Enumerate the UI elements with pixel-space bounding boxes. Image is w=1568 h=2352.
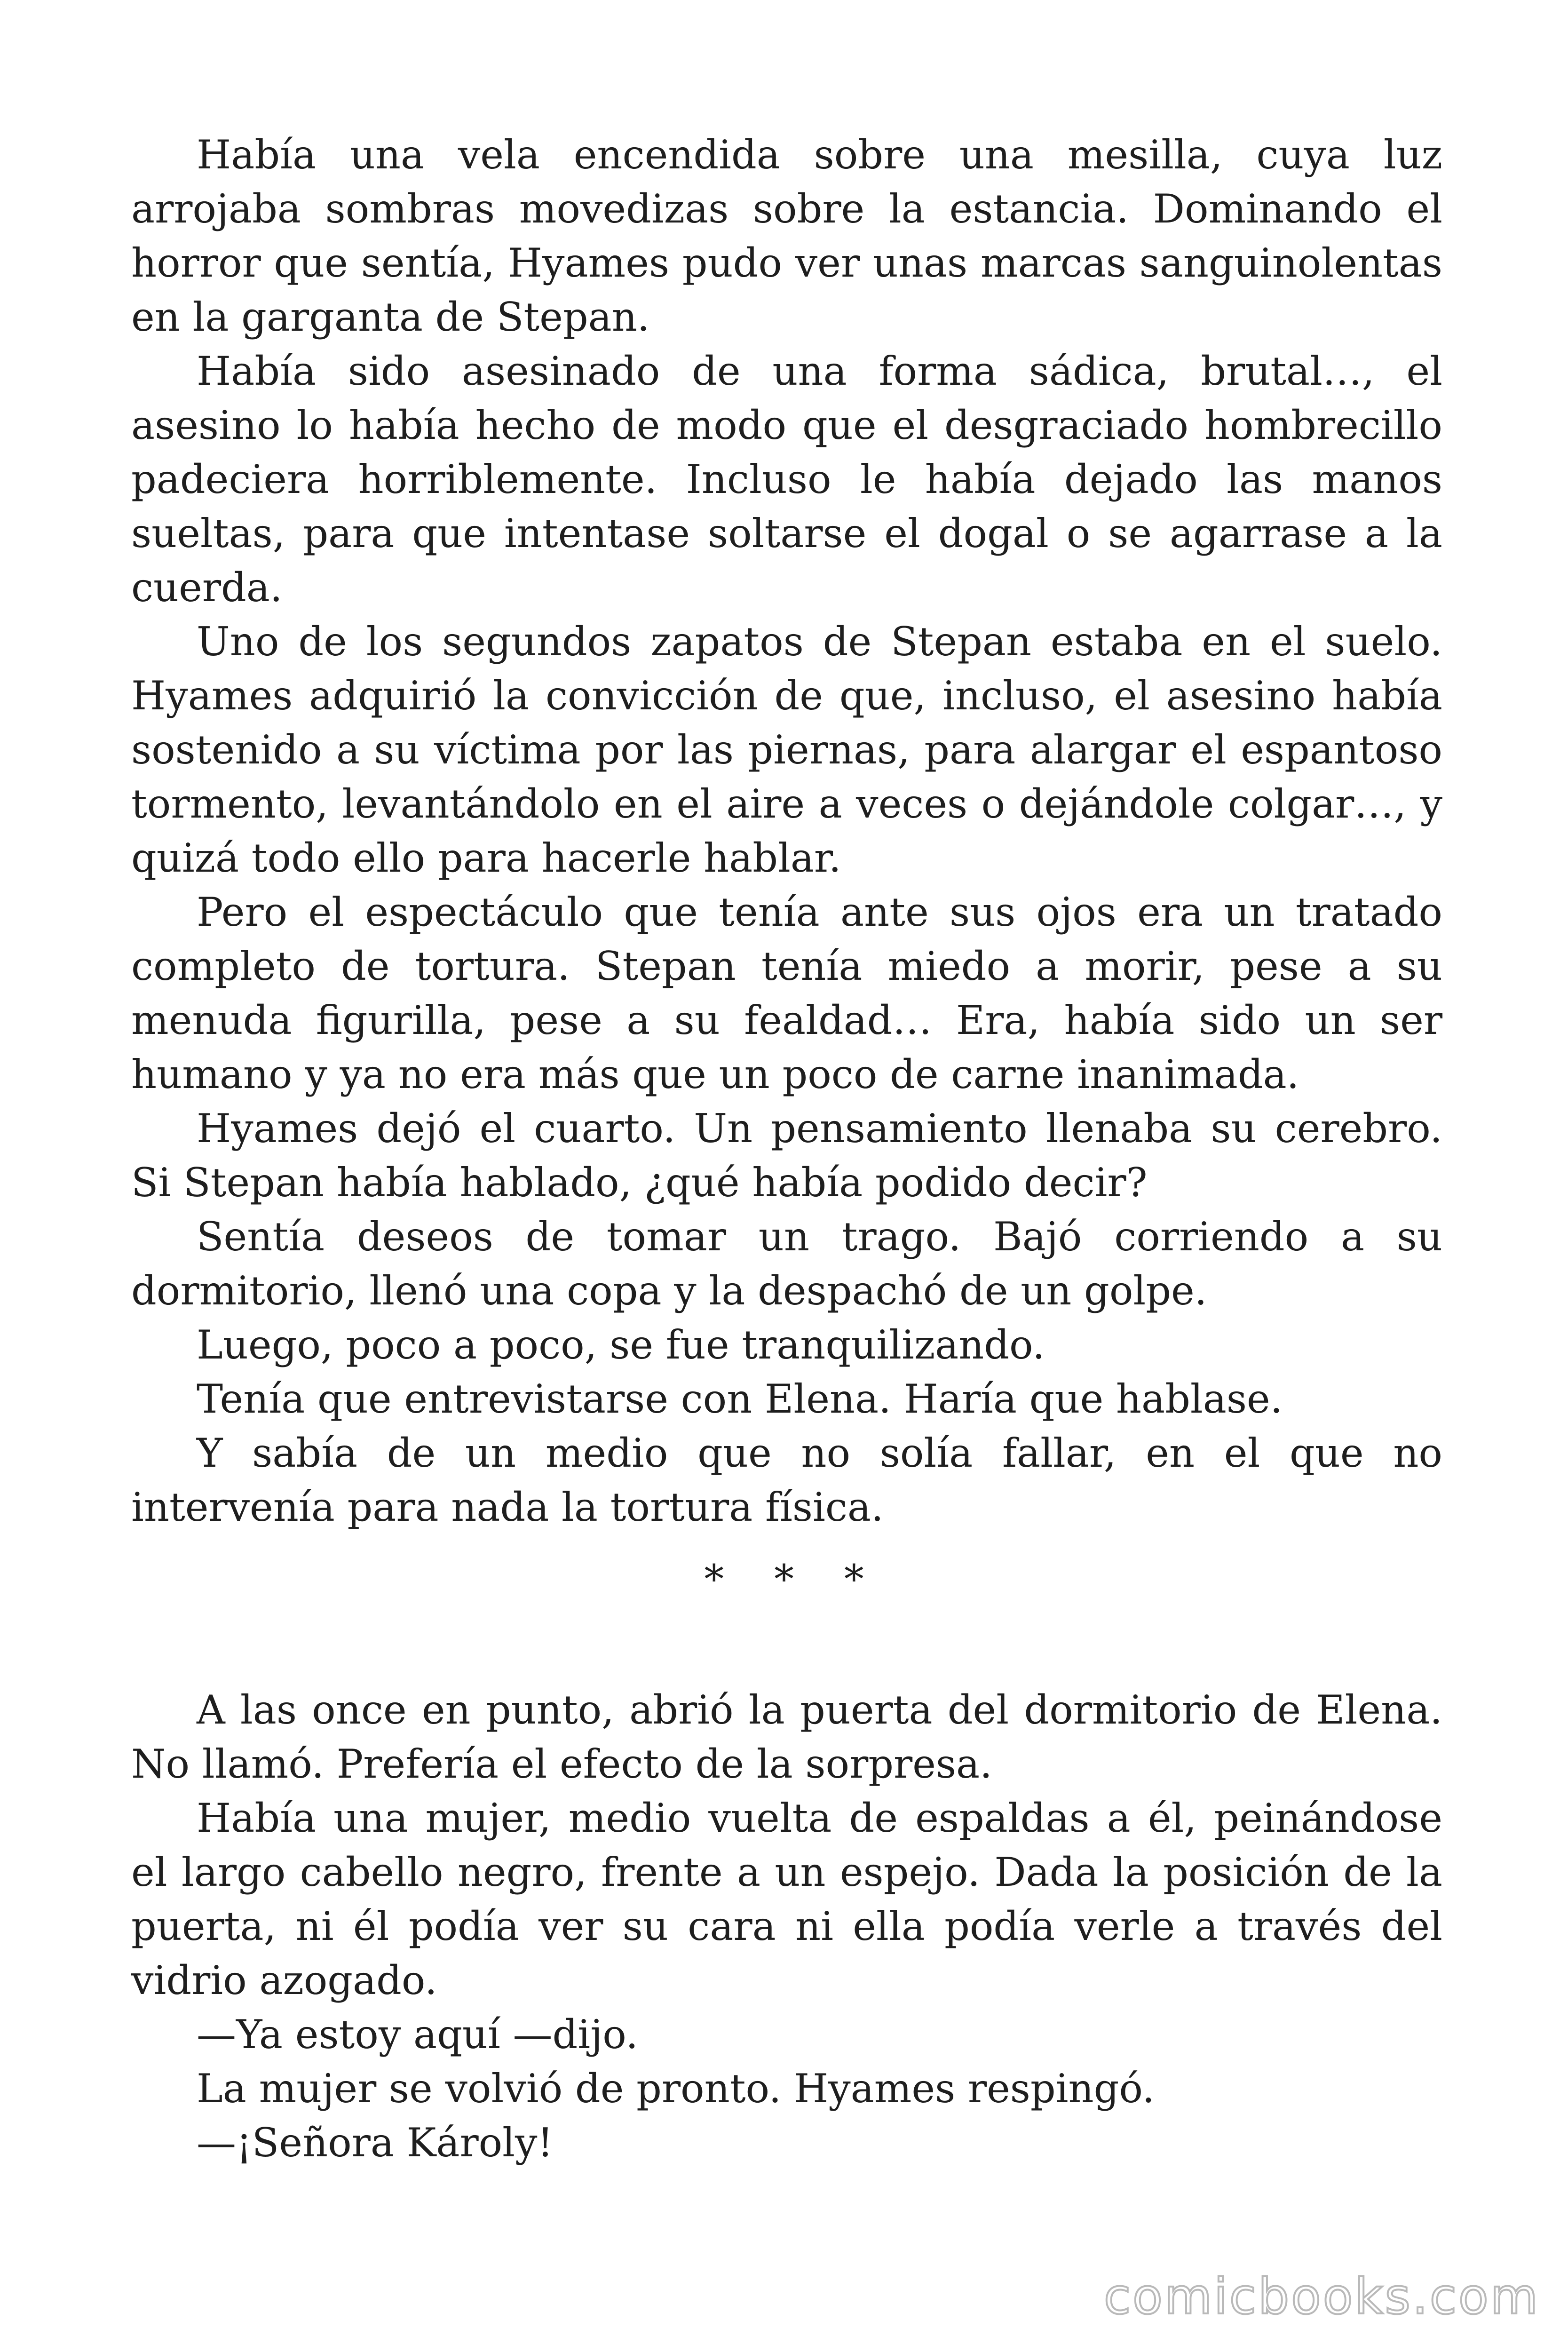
paragraph: La mujer se volvió de pronto. Hyames respingó. <box>197 2066 1155 2112</box>
text-block-before-break <box>131 128 1442 1534</box>
paragraph: Uno de los segundos zapatos de Stepan estaba en el suelo. Hyames adquirió la convicción de que, incluso, el asesino había sostenido a su víctima por las piernas, para alargar el espantoso tormento, levantándolo en el aire a veces o dejándole colgar…, y quizá todo ello para hacerle hablar. <box>131 619 1442 881</box>
paragraph: Había una mujer, medio vuelta de espaldas a él, peinándose el largo cabello negro, frente a un espejo. Dada la posición de la puerta, ni él podía ver su cara ni ella podía verle a través del vidrio azogado. <box>131 1795 1442 2003</box>
paragraph: A las once en punto, abrió la puerta del dormitorio de Elena. No llamó. Prefería el efecto de la sorpresa. <box>131 1687 1442 1787</box>
scene-break: * * * <box>704 1556 883 1602</box>
paragraph: Hyames dejó el cuarto. Un pensamiento llenaba su cerebro. Si Stepan había hablado, ¿qué había podido decir? <box>131 1105 1442 1206</box>
paragraph: Y sabía de un medio que no solía fallar, en el que no intervenía para nada la tortura física. <box>131 1430 1442 1530</box>
paragraph: Pero el espectáculo que tenía ante sus ojos era un tratado completo de tortura. Stepan tenía miedo a morir, pese a su menuda figurilla, pese a su fealdad… Era, había sido un ser humano y ya no era más que un poco de carne inanimada. <box>131 889 1442 1097</box>
paragraph: Sentía deseos de tomar un trago. Bajó corriendo a su dormitorio, llenó una copa y la despachó de un golpe. <box>131 1214 1442 1314</box>
paragraph: Luego, poco a poco, se fue tranquilizando. <box>197 1322 1045 1368</box>
paragraph: —Ya estoy aquí —dijo. <box>197 2011 639 2058</box>
paragraph: Tenía que entrevistarse con Elena. Haría que hablase. <box>197 1376 1283 1422</box>
paragraph: —¡Señora Károly! <box>197 2120 554 2166</box>
paragraph: Había una vela encendida sobre una mesilla, cuya luz arrojaba sombras movedizas sobre la estancia. Dominando el horror que sentía, Hyames pudo ver unas marcas sanguinolentas en la garganta de Stepan. <box>131 132 1442 340</box>
watermark: comicbooks.com <box>1103 2268 1540 2325</box>
text-block-after-break <box>131 1683 1442 2170</box>
paragraph: Había sido asesinado de una forma sádica, brutal…, el asesino lo había hecho de modo que el desgraciado hombrecillo padeciera horriblemente. Incluso le había dejado las manos sueltas, para que intentase soltarse el dogal o se agarrase a la cuerda. <box>131 348 1442 611</box>
